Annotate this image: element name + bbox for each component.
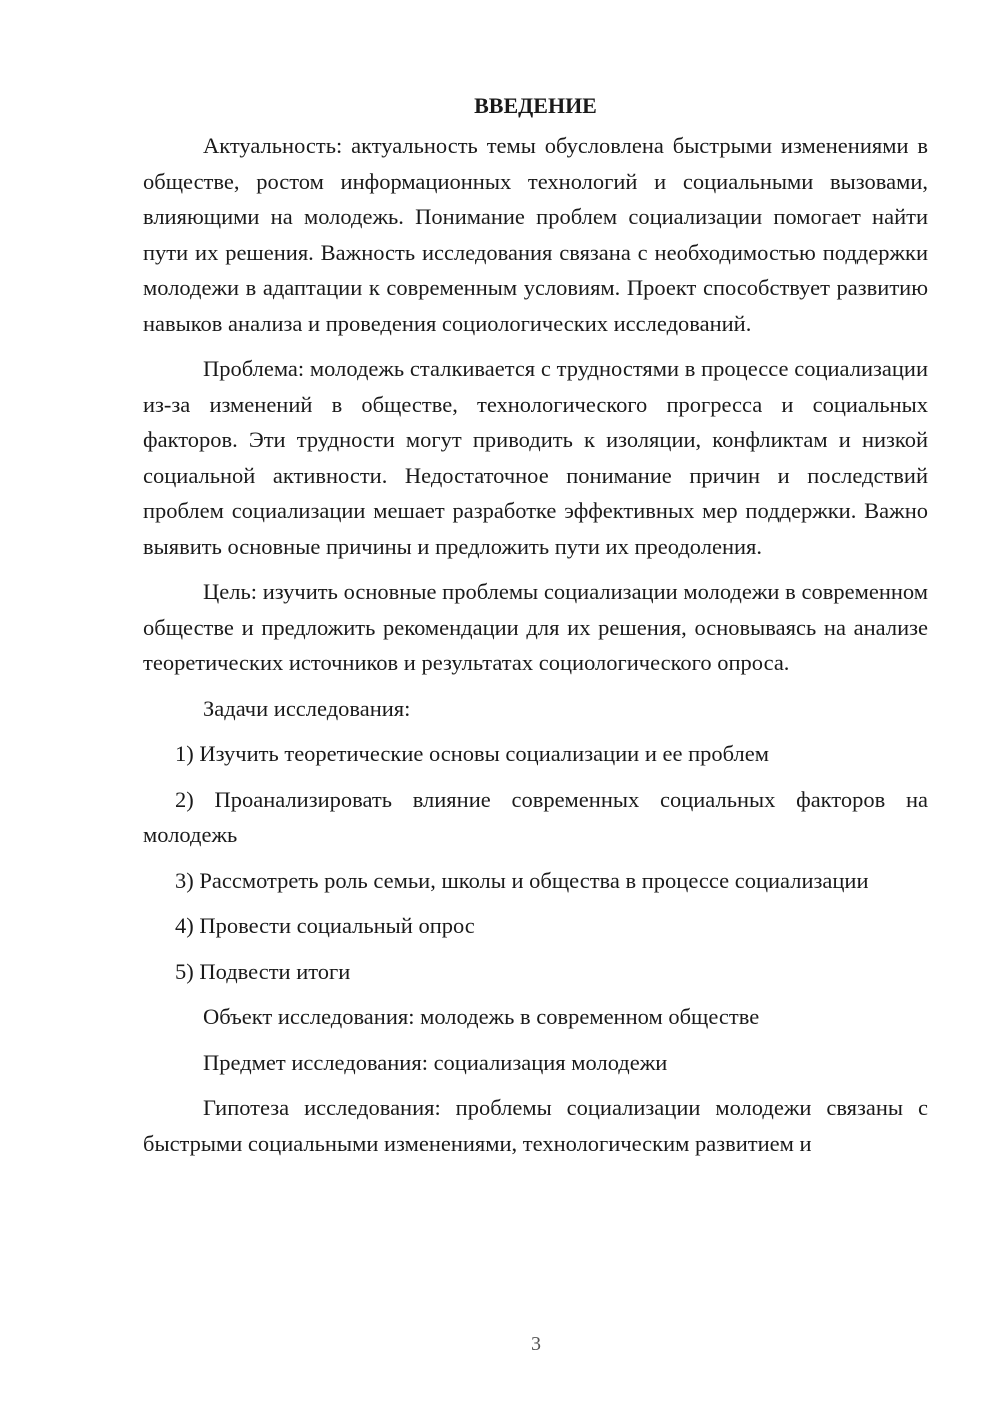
task-item-2: 2) Проанализировать влияние современных социальных факторов на молодежь <box>143 786 928 847</box>
task-item-1: 1) Изучить теоретические основы социализации и ее проблем <box>175 741 769 766</box>
document-page <box>143 88 928 1171</box>
task-item-3: 3) Рассмотреть роль семьи, школы и общества в процессе социализации <box>175 867 869 893</box>
research-hypothesis: Гипотеза исследования: проблемы социализации молодежи связаны с быстрыми социальными изменениями, технологическим развитием и <box>143 1095 928 1156</box>
research-object: Объект исследования: молодежь в современном обществе <box>203 1004 760 1029</box>
task-item-5: 5) Подвести итоги <box>175 958 351 984</box>
page-number: 3 <box>531 1333 541 1355</box>
research-subject: Предмет исследования: социализация молодежи <box>203 1049 668 1075</box>
paragraph-problem: Проблема: молодежь сталкивается с трудностями в процессе социализации из-за изменений в обществе, технологического прогресса и социальных факторов. Эти трудности могут приводить к изоляции, конфликтам и низкой социальной активности. Недостаточное понимание причин и последствий проблем социализации мешает разработке эффективных мер поддержки. Важно выявить основные причины и предложить пути их преодоления. <box>143 356 928 559</box>
paragraph-goal: Цель: изучить основные проблемы социализации молодежи в современном обществе и предложить рекомендации для их решения, основываясь на анализе теоретических источников и результатах социологического опроса. <box>143 579 928 675</box>
paragraph-relevance: Актуальность: актуальность темы обусловлена быстрыми изменениями в обществе, ростом информационных технологий и социальными вызовами, влияющими на молодежь. Понимание проблем социализации помогает найти пути их решения. Важность исследования связана с необходимостью поддержки молодежи в адаптации к современным условиям. Проект способствует развитию навыков анализа и проведения социологических исследований. <box>143 133 928 336</box>
paragraph-tasks-heading: Задачи исследования: <box>203 695 411 721</box>
task-item-4: 4) Провести социальный опрос <box>175 913 475 938</box>
document-title: ВВЕДЕНИЕ <box>474 93 597 118</box>
